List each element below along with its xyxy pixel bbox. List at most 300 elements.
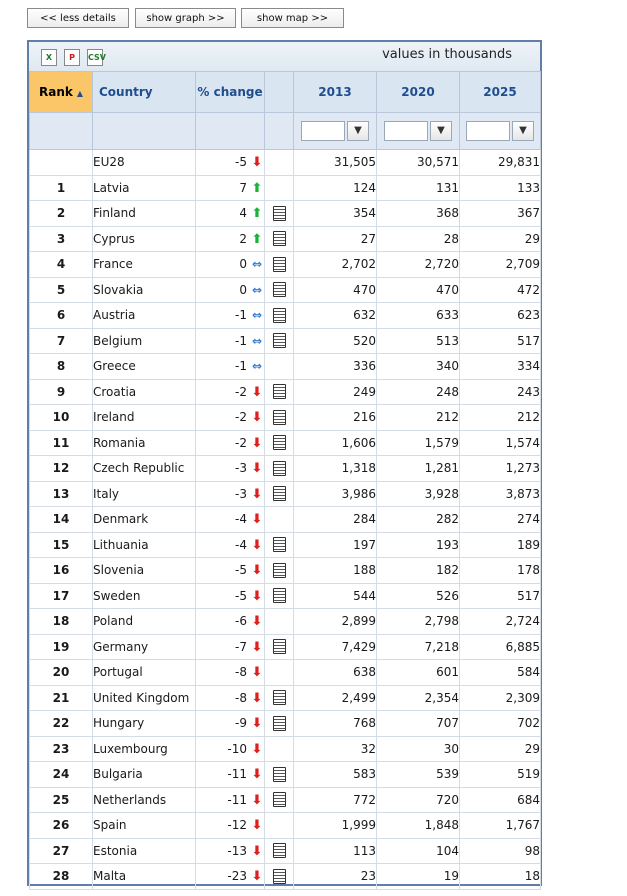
export-toolbar	[29, 42, 540, 72]
country-header[interactable]: Country	[93, 72, 196, 113]
note-icon[interactable]	[273, 792, 286, 807]
country-cell: Estonia	[93, 838, 196, 864]
value-2025-cell: 1,273	[460, 456, 541, 482]
change-value: -7	[235, 639, 247, 654]
note-cell	[265, 558, 294, 584]
note-icon[interactable]	[273, 435, 286, 450]
note-cell	[265, 507, 294, 533]
rank-cell: 26	[30, 813, 93, 839]
change-value: -2	[235, 410, 247, 425]
note-cell	[265, 252, 294, 278]
change-cell	[196, 277, 265, 303]
table-row	[30, 787, 541, 813]
value-2013-cell: 23	[294, 864, 377, 890]
csv-icon[interactable]: CSV	[87, 49, 103, 66]
rank-cell: 17	[30, 583, 93, 609]
value-2025-cell: 178	[460, 558, 541, 584]
value-2013-cell: 32	[294, 736, 377, 762]
country-cell: Belgium	[93, 328, 196, 354]
rank-cell: 2	[30, 201, 93, 227]
change-value: -9	[235, 716, 247, 731]
change-cell	[196, 405, 265, 431]
arrow-up-icon: ⬆	[251, 231, 263, 247]
value-2020-cell: 720	[377, 787, 460, 813]
value-2020-cell: 212	[377, 405, 460, 431]
rank-cell: 12	[30, 456, 93, 482]
note-cell	[265, 787, 294, 813]
value-2025-cell: 98	[460, 838, 541, 864]
table-row	[30, 150, 541, 176]
note-cell	[265, 609, 294, 635]
value-2020-cell: 470	[377, 277, 460, 303]
country-cell: Cyprus	[93, 226, 196, 252]
filter-2025-input[interactable]	[466, 121, 510, 141]
value-2013-cell: 768	[294, 711, 377, 737]
arrow-left-right-icon: ⇔	[251, 359, 263, 374]
value-2013-cell: 2,499	[294, 685, 377, 711]
filter-2020-input[interactable]	[384, 121, 428, 141]
value-2025-cell: 274	[460, 507, 541, 533]
arrow-down-icon: ⬇	[251, 741, 263, 757]
value-2013-cell: 249	[294, 379, 377, 405]
change-value: -6	[235, 614, 247, 629]
rank-cell: 23	[30, 736, 93, 762]
rank-cell: 8	[30, 354, 93, 380]
rank-cell: 20	[30, 660, 93, 686]
change-cell	[196, 328, 265, 354]
note-cell	[265, 838, 294, 864]
value-2020-cell: 28	[377, 226, 460, 252]
arrow-down-icon: ⬇	[251, 767, 263, 783]
show-graph-button[interactable]: show graph >>	[135, 8, 236, 28]
change-cell	[196, 354, 265, 380]
note-icon[interactable]	[273, 690, 286, 705]
note-icon[interactable]	[273, 639, 286, 654]
table-row	[30, 430, 541, 456]
filter-2013-input[interactable]	[301, 121, 345, 141]
value-2025-cell: 29,831	[460, 150, 541, 176]
table-row	[30, 609, 541, 635]
value-2025-cell: 367	[460, 201, 541, 227]
arrow-down-icon: ⬇	[251, 461, 263, 477]
value-2025-cell: 1,574	[460, 430, 541, 456]
change-cell	[196, 660, 265, 686]
value-2020-cell: 248	[377, 379, 460, 405]
table-row	[30, 507, 541, 533]
note-icon[interactable]	[273, 206, 286, 221]
value-2025-cell: 29	[460, 736, 541, 762]
arrow-down-icon: ⬇	[251, 614, 263, 630]
change-cell	[196, 507, 265, 533]
note-cell	[265, 354, 294, 380]
value-2013-cell: 188	[294, 558, 377, 584]
change-value: -8	[235, 690, 247, 705]
change-cell	[196, 481, 265, 507]
units-label: values in thousands	[382, 47, 512, 62]
rank-cell: 7	[30, 328, 93, 354]
value-2013-cell: 27	[294, 226, 377, 252]
note-icon[interactable]	[273, 333, 286, 348]
table-row	[30, 762, 541, 788]
value-2020-cell: 2,720	[377, 252, 460, 278]
value-2020-cell: 513	[377, 328, 460, 354]
country-cell: France	[93, 252, 196, 278]
country-cell: Italy	[93, 481, 196, 507]
change-value: -2	[235, 384, 247, 399]
sort-ascending-icon: ▲	[76, 89, 84, 98]
arrow-down-icon: ⬇	[251, 537, 263, 553]
note-cell	[265, 277, 294, 303]
country-cell: Bulgaria	[93, 762, 196, 788]
rank-cell: 10	[30, 405, 93, 431]
arrow-left-right-icon: ⇔	[251, 257, 263, 272]
value-2020-cell: 2,354	[377, 685, 460, 711]
arrow-down-icon: ⬇	[251, 639, 263, 655]
change-value: -5	[235, 588, 247, 603]
table-row	[30, 583, 541, 609]
value-2025-cell: 334	[460, 354, 541, 380]
country-cell: Hungary	[93, 711, 196, 737]
change-value: -5	[235, 563, 247, 578]
note-icon[interactable]	[273, 716, 286, 731]
change-cell	[196, 583, 265, 609]
value-2020-cell: 1,848	[377, 813, 460, 839]
note-cell	[265, 864, 294, 890]
arrow-down-icon: ⬇	[251, 792, 263, 808]
value-2013-cell: 1,606	[294, 430, 377, 456]
change-value: -2	[235, 435, 247, 450]
rank-cell: 28	[30, 864, 93, 890]
value-2025-cell: 133	[460, 175, 541, 201]
table-row	[30, 660, 541, 686]
value-2013-cell: 336	[294, 354, 377, 380]
table-row	[30, 736, 541, 762]
change-cell	[196, 175, 265, 201]
table-row	[30, 711, 541, 737]
value-2013-cell: 216	[294, 405, 377, 431]
note-cell	[265, 813, 294, 839]
change-value: -3	[235, 486, 247, 501]
change-value: -23	[227, 869, 247, 884]
arrow-left-right-icon: ⇔	[251, 282, 263, 297]
country-cell: Finland	[93, 201, 196, 227]
note-cell	[265, 583, 294, 609]
value-2025-cell: 189	[460, 532, 541, 558]
value-2013-cell: 3,986	[294, 481, 377, 507]
table-row	[30, 634, 541, 660]
rank-cell: 18	[30, 609, 93, 635]
note-icon[interactable]	[273, 231, 286, 246]
country-cell: Croatia	[93, 379, 196, 405]
change-cell	[196, 303, 265, 329]
value-2025-cell: 29	[460, 226, 541, 252]
note-cell	[265, 456, 294, 482]
table-row	[30, 379, 541, 405]
country-cell: Lithuania	[93, 532, 196, 558]
value-2025-cell: 6,885	[460, 634, 541, 660]
note-icon[interactable]	[273, 537, 286, 552]
arrow-down-icon: ⬇	[251, 155, 263, 171]
rank-cell: 27	[30, 838, 93, 864]
country-cell: Greece	[93, 354, 196, 380]
value-2020-cell: 30	[377, 736, 460, 762]
notes-header	[265, 72, 294, 113]
rank-cell: 6	[30, 303, 93, 329]
note-cell	[265, 379, 294, 405]
value-2020-cell: 1,281	[377, 456, 460, 482]
change-cell	[196, 150, 265, 176]
value-2013-cell: 197	[294, 532, 377, 558]
change-cell	[196, 456, 265, 482]
change-value: -1	[235, 333, 247, 348]
country-cell: Slovenia	[93, 558, 196, 584]
filter-icon[interactable]: ▼	[512, 121, 534, 141]
value-2020-cell: 131	[377, 175, 460, 201]
note-cell	[265, 150, 294, 176]
country-cell: United Kingdom	[93, 685, 196, 711]
note-cell	[265, 201, 294, 227]
table-row	[30, 558, 541, 584]
table-row	[30, 201, 541, 227]
change-value: -12	[227, 818, 247, 833]
change-value: 2	[239, 231, 247, 246]
rank-header[interactable]: Rank ▲	[30, 72, 93, 113]
change-cell	[196, 813, 265, 839]
less-details-button[interactable]: << less details	[27, 8, 129, 28]
change-value: 7	[239, 180, 247, 195]
value-2013-cell: 1,999	[294, 813, 377, 839]
filter-icon[interactable]: ▼	[347, 121, 369, 141]
value-2013-cell: 113	[294, 838, 377, 864]
change-value: -8	[235, 665, 247, 680]
value-2025-cell: 2,724	[460, 609, 541, 635]
value-2020-cell: 7,218	[377, 634, 460, 660]
table-row	[30, 685, 541, 711]
change-cell	[196, 787, 265, 813]
arrow-down-icon: ⬇	[251, 512, 263, 528]
year-2025-header[interactable]: 2025	[460, 72, 541, 113]
rank-cell: 25	[30, 787, 93, 813]
change-cell	[196, 634, 265, 660]
value-2020-cell: 707	[377, 711, 460, 737]
note-cell	[265, 175, 294, 201]
value-2025-cell: 623	[460, 303, 541, 329]
change-value: -5	[235, 155, 247, 170]
note-icon[interactable]	[273, 843, 286, 858]
value-2013-cell: 470	[294, 277, 377, 303]
arrow-down-icon: ⬇	[251, 486, 263, 502]
arrow-up-icon: ⬆	[251, 206, 263, 222]
excel-icon[interactable]: X	[41, 49, 57, 66]
change-value: -3	[235, 461, 247, 476]
note-icon[interactable]	[273, 410, 286, 425]
change-cell	[196, 430, 265, 456]
change-value: 4	[239, 206, 247, 221]
note-icon[interactable]	[273, 257, 286, 272]
value-2025-cell: 472	[460, 277, 541, 303]
change-value: -4	[235, 512, 247, 527]
value-2025-cell: 243	[460, 379, 541, 405]
note-icon[interactable]	[273, 563, 286, 578]
table-row	[30, 813, 541, 839]
value-2025-cell: 2,309	[460, 685, 541, 711]
country-cell: Spain	[93, 813, 196, 839]
value-2020-cell: 340	[377, 354, 460, 380]
year-2020-header[interactable]: 2020	[377, 72, 460, 113]
arrow-left-right-icon: ⇔	[251, 308, 263, 323]
table-row	[30, 354, 541, 380]
change-cell	[196, 201, 265, 227]
value-2013-cell: 638	[294, 660, 377, 686]
value-2013-cell: 2,702	[294, 252, 377, 278]
value-2020-cell: 2,798	[377, 609, 460, 635]
change-cell	[196, 838, 265, 864]
change-cell	[196, 226, 265, 252]
value-2020-cell: 104	[377, 838, 460, 864]
value-2013-cell: 124	[294, 175, 377, 201]
change-value: -4	[235, 537, 247, 552]
rank-cell: 5	[30, 277, 93, 303]
note-cell	[265, 532, 294, 558]
change-header[interactable]: % change	[196, 72, 265, 113]
value-2020-cell: 182	[377, 558, 460, 584]
arrow-left-right-icon: ⇔	[251, 333, 263, 348]
change-cell	[196, 736, 265, 762]
change-value: -1	[235, 308, 247, 323]
table-row	[30, 252, 541, 278]
country-cell: Malta	[93, 864, 196, 890]
note-cell	[265, 660, 294, 686]
value-2025-cell: 702	[460, 711, 541, 737]
rank-cell: 19	[30, 634, 93, 660]
change-value: -1	[235, 359, 247, 374]
change-cell	[196, 252, 265, 278]
note-cell	[265, 405, 294, 431]
value-2020-cell: 1,579	[377, 430, 460, 456]
arrow-down-icon: ⬇	[251, 716, 263, 732]
note-icon[interactable]	[273, 308, 286, 323]
filter-icon[interactable]: ▼	[430, 121, 452, 141]
note-cell	[265, 481, 294, 507]
arrow-down-icon: ⬇	[251, 563, 263, 579]
change-cell	[196, 762, 265, 788]
arrow-down-icon: ⬇	[251, 818, 263, 834]
rank-cell: 14	[30, 507, 93, 533]
country-cell: Germany	[93, 634, 196, 660]
arrow-down-icon: ⬇	[251, 843, 263, 859]
table-row	[30, 405, 541, 431]
value-2013-cell: 284	[294, 507, 377, 533]
rank-cell: 9	[30, 379, 93, 405]
data-panel	[27, 40, 542, 886]
note-cell	[265, 303, 294, 329]
value-2025-cell: 2,709	[460, 252, 541, 278]
value-2025-cell: 517	[460, 328, 541, 354]
country-cell: Poland	[93, 609, 196, 635]
note-icon[interactable]	[273, 461, 286, 476]
country-cell: Czech Republic	[93, 456, 196, 482]
table-row	[30, 456, 541, 482]
change-cell	[196, 609, 265, 635]
rank-cell: 16	[30, 558, 93, 584]
country-cell: Sweden	[93, 583, 196, 609]
table-row	[30, 303, 541, 329]
value-2020-cell: 282	[377, 507, 460, 533]
note-icon[interactable]	[273, 588, 286, 603]
country-cell: Romania	[93, 430, 196, 456]
change-value: -11	[227, 792, 247, 807]
value-2020-cell: 3,928	[377, 481, 460, 507]
value-2025-cell: 517	[460, 583, 541, 609]
value-2013-cell: 7,429	[294, 634, 377, 660]
note-icon[interactable]	[273, 869, 286, 884]
value-2013-cell: 632	[294, 303, 377, 329]
note-cell	[265, 634, 294, 660]
value-2013-cell: 2,899	[294, 609, 377, 635]
note-icon[interactable]	[273, 486, 286, 501]
change-value: -11	[227, 767, 247, 782]
table-row	[30, 864, 541, 890]
filter-row	[30, 113, 541, 150]
value-2013-cell: 520	[294, 328, 377, 354]
show-map-button[interactable]: show map >>	[241, 8, 344, 28]
data-table	[29, 71, 541, 890]
arrow-down-icon: ⬇	[251, 410, 263, 426]
note-cell	[265, 430, 294, 456]
change-value: -10	[227, 741, 247, 756]
country-cell: EU28	[93, 150, 196, 176]
arrow-down-icon: ⬇	[251, 435, 263, 451]
table-row	[30, 277, 541, 303]
arrow-down-icon: ⬇	[251, 690, 263, 706]
country-cell: Netherlands	[93, 787, 196, 813]
country-cell: Denmark	[93, 507, 196, 533]
note-icon[interactable]	[273, 767, 286, 782]
value-2025-cell: 684	[460, 787, 541, 813]
table-row	[30, 481, 541, 507]
value-2020-cell: 539	[377, 762, 460, 788]
table-row	[30, 175, 541, 201]
change-value: 0	[239, 282, 247, 297]
change-value: -13	[227, 843, 247, 858]
change-value: 0	[239, 257, 247, 272]
value-2020-cell: 19	[377, 864, 460, 890]
note-icon[interactable]	[273, 384, 286, 399]
rank-cell: 1	[30, 175, 93, 201]
value-2013-cell: 1,318	[294, 456, 377, 482]
note-cell	[265, 328, 294, 354]
rank-cell: 3	[30, 226, 93, 252]
value-2025-cell: 1,767	[460, 813, 541, 839]
value-2020-cell: 526	[377, 583, 460, 609]
arrow-down-icon: ⬇	[251, 869, 263, 885]
rank-cell: 21	[30, 685, 93, 711]
year-2013-header[interactable]: 2013	[294, 72, 377, 113]
value-2013-cell: 31,505	[294, 150, 377, 176]
value-2020-cell: 193	[377, 532, 460, 558]
country-cell: Austria	[93, 303, 196, 329]
note-cell	[265, 711, 294, 737]
value-2025-cell: 3,873	[460, 481, 541, 507]
note-cell	[265, 685, 294, 711]
country-cell: Slovakia	[93, 277, 196, 303]
pdf-icon[interactable]: P	[64, 49, 80, 66]
arrow-down-icon: ⬇	[251, 665, 263, 681]
value-2025-cell: 584	[460, 660, 541, 686]
value-2020-cell: 601	[377, 660, 460, 686]
value-2025-cell: 519	[460, 762, 541, 788]
note-icon[interactable]	[273, 282, 286, 297]
